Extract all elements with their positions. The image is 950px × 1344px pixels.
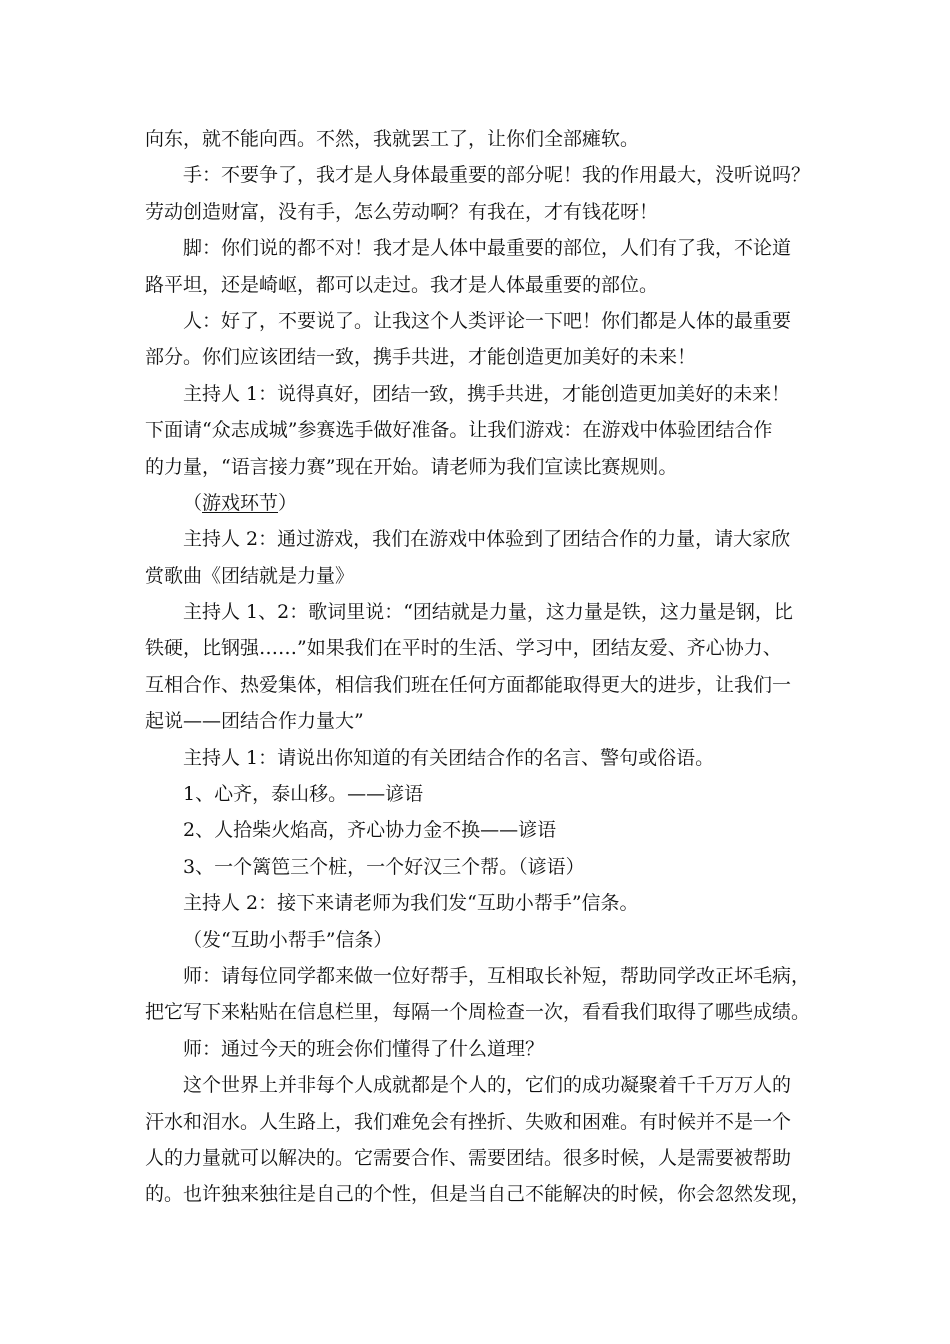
text-line: 人的力量就可以解决的。它需要合作、需要团结。很多时候，人是需要被帮助 xyxy=(145,1146,792,1169)
text-line: 3、一个篱笆三个桩，一个好汉三个帮。（谚语） xyxy=(183,855,585,878)
text-line: 人：好了，不要说了。让我这个人类评论一下吧！你们都是人体的最重要 xyxy=(183,309,792,332)
text-line: 主持人 1：说得真好，团结一致，携手共进，才能创造更加美好的未来！ xyxy=(183,382,791,405)
text-line: （发“互助小帮手”信条） xyxy=(183,928,393,951)
text-line: 向东，就不能向西。不然，我就罢工了，让你们全部瘫软。 xyxy=(145,128,640,150)
text-line: 手：不要争了，我才是人身体最重要的部分呢！我的作用最大，没听说吗？ xyxy=(183,164,811,187)
text-line: 互相合作、热爱集体，相信我们班在任何方面都能取得更大的进步，让我们一 xyxy=(145,673,792,696)
text-line: 路平坦，还是崎岖，都可以走过。我才是人体最重要的部位。 xyxy=(145,273,659,296)
text-line: 的力量，“语言接力赛”现在开始。请老师为我们宣读比赛规则。 xyxy=(145,455,678,478)
underlined-text: 游戏环节 xyxy=(202,491,279,514)
text-line: 这个世界上并非每个人成就都是个人的，它们的成功凝聚着千千万万人的 xyxy=(183,1074,792,1097)
text-line: 把它写下来粘贴在信息栏里，每隔一个周检查一次，看看我们取得了哪些成绩。 xyxy=(145,1001,811,1024)
text-line: 起说——团结合作力量大” xyxy=(145,710,364,733)
text-line: 师：通过今天的班会你们懂得了什么道理？ xyxy=(183,1037,545,1060)
text-line: 铁硬，比钢强……”如果我们在平时的生活、学习中，团结友爱、齐心协力、 xyxy=(145,637,782,660)
text-line: 主持人 2：通过游戏，我们在游戏中体验到了团结合作的力量，请大家欣 xyxy=(183,528,791,551)
text-line: 部分。你们应该团结一致，携手共进，才能创造更加美好的未来！ xyxy=(145,346,697,369)
text-line: 汗水和泪水。人生路上，我们难免会有挫折、失败和困难。有时候并不是一个 xyxy=(145,1110,792,1133)
text-line: 劳动创造财富，没有手，怎么劳动啊？有我在，才有钱花呀！ xyxy=(145,200,659,223)
text-line: 的。也许独来独往是自己的个性，但是当自己不能解决的时候，你会忽然发现， xyxy=(145,1183,811,1206)
text-line: （游戏环节） xyxy=(183,491,298,514)
text-line: 师：请每位同学都来做一位好帮手，互相取长补短，帮助同学改正坏毛病， xyxy=(183,964,811,987)
text-line: 脚：你们说的都不对！我才是人体中最重要的部位，人们有了我，不论道 xyxy=(183,237,792,260)
text-line: 2、人拾柴火焰高，齐心协力金不换——谚语 xyxy=(183,819,557,842)
text-line: 下面请“众志成城”参赛选手做好准备。让我们游戏：在游戏中体验团结合作 xyxy=(145,419,773,442)
text-line: 主持人 1：请说出你知道的有关团结合作的名言、警句或俗语。 xyxy=(183,746,715,769)
text-line: 赏歌曲《团结就是力量》 xyxy=(145,564,355,587)
document-body xyxy=(145,121,825,1213)
text-line: 主持人 2：接下来请老师为我们发“互助小帮手”信条。 xyxy=(183,892,639,915)
text-line: 主持人 1、2：歌词里说：“团结就是力量，这力量是铁，这力量是钢，比 xyxy=(183,601,793,624)
text-line: 1、心齐，泰山移。——谚语 xyxy=(183,783,424,806)
